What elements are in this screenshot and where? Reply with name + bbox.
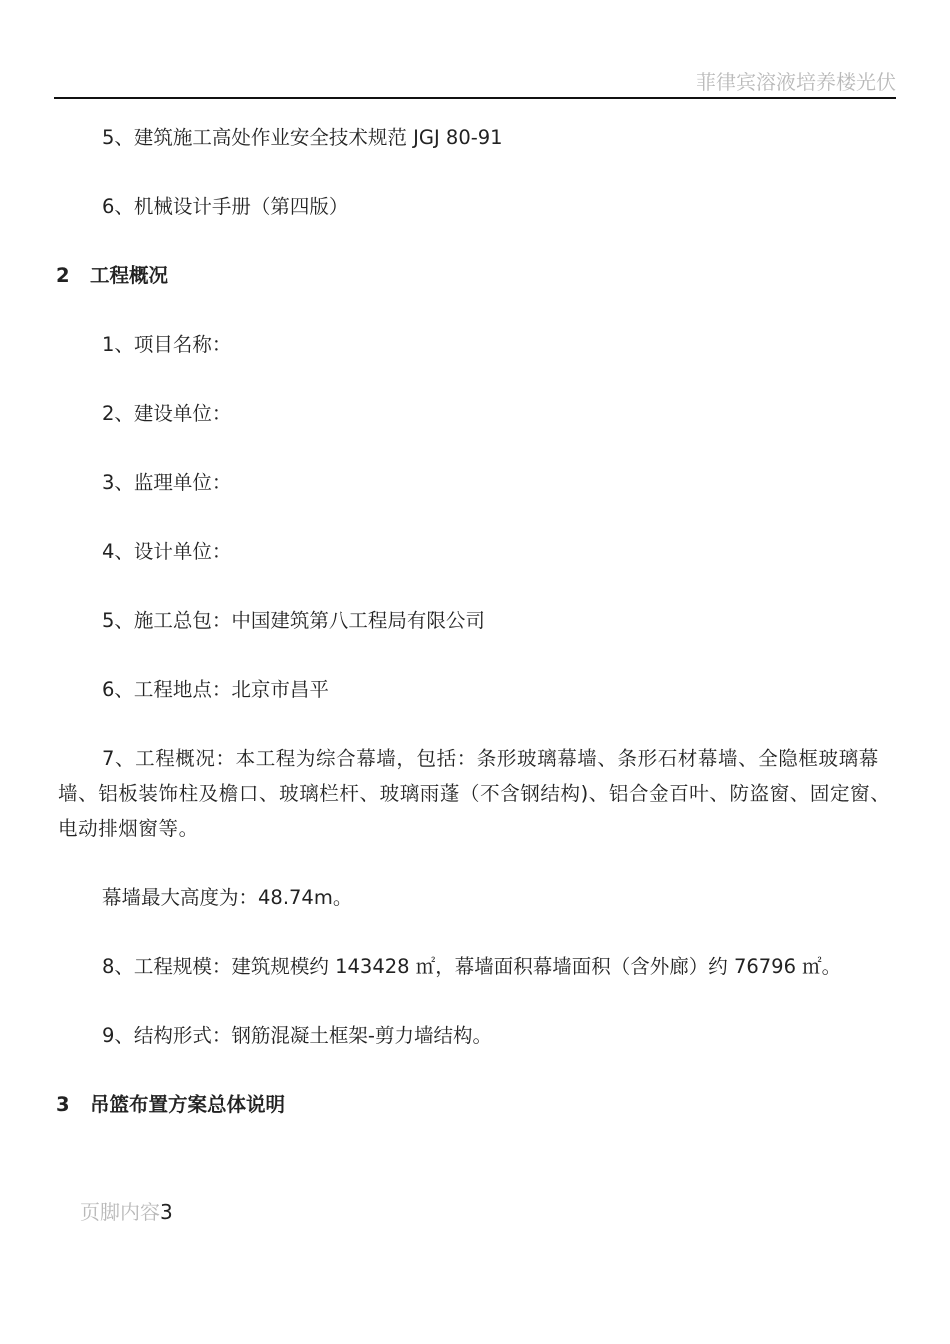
footer-label: 页脚内容 xyxy=(80,1200,160,1224)
reference-item-5: 5、建筑施工高处作业安全技术规范 JGJ 80-91 xyxy=(102,126,503,149)
document-body xyxy=(58,120,896,1122)
section-heading-3 xyxy=(58,1087,896,1122)
section-number: 3 xyxy=(56,1093,70,1116)
overview-item-2: 2、建设单位： xyxy=(102,402,232,425)
reference-item-6: 6、机械设计手册（第四版） xyxy=(102,195,349,218)
overview-item-7: 7、工程概况：本工程为综合幕墙，包括：条形玻璃幕墙、条形石材幕墙、全隐框玻璃幕墙、铝板装饰柱及檐口、玻璃栏杆、玻璃雨蓬（不含钢结构)、铝合金百叶、防盗窗、固定窗、电动排烟窗等。 xyxy=(58,747,891,840)
page-number: 3 xyxy=(160,1200,173,1224)
section-title: 吊篮布置方案总体说明 xyxy=(90,1093,286,1116)
overview-item-3: 3、监理单位： xyxy=(102,471,232,494)
overview-item-4: 4、设计单位： xyxy=(102,540,232,563)
header-divider xyxy=(54,97,896,99)
section-number: 2 xyxy=(56,264,70,287)
overview-item-6: 6、工程地点：北京市昌平 xyxy=(102,678,329,701)
overview-item-5: 5、施工总包：中国建筑第八工程局有限公司 xyxy=(102,609,485,632)
overview-item-8: 8、工程规模：建筑规模约 143428 ㎡，幕墙面积幕墙面积（含外廊）约 76796 ㎡。 xyxy=(102,955,842,978)
overview-item-1: 1、项目名称： xyxy=(102,333,232,356)
section-title: 工程概况 xyxy=(90,264,169,287)
max-height-note: 幕墙最大高度为：48.74m。 xyxy=(102,886,353,909)
page-header-title: 菲律宾溶液培养楼光伏 xyxy=(696,70,896,94)
page-footer xyxy=(80,1196,173,1225)
overview-item-9: 9、结构形式：钢筋混凝土框架-剪力墙结构。 xyxy=(102,1024,492,1047)
section-heading-2 xyxy=(58,258,896,293)
